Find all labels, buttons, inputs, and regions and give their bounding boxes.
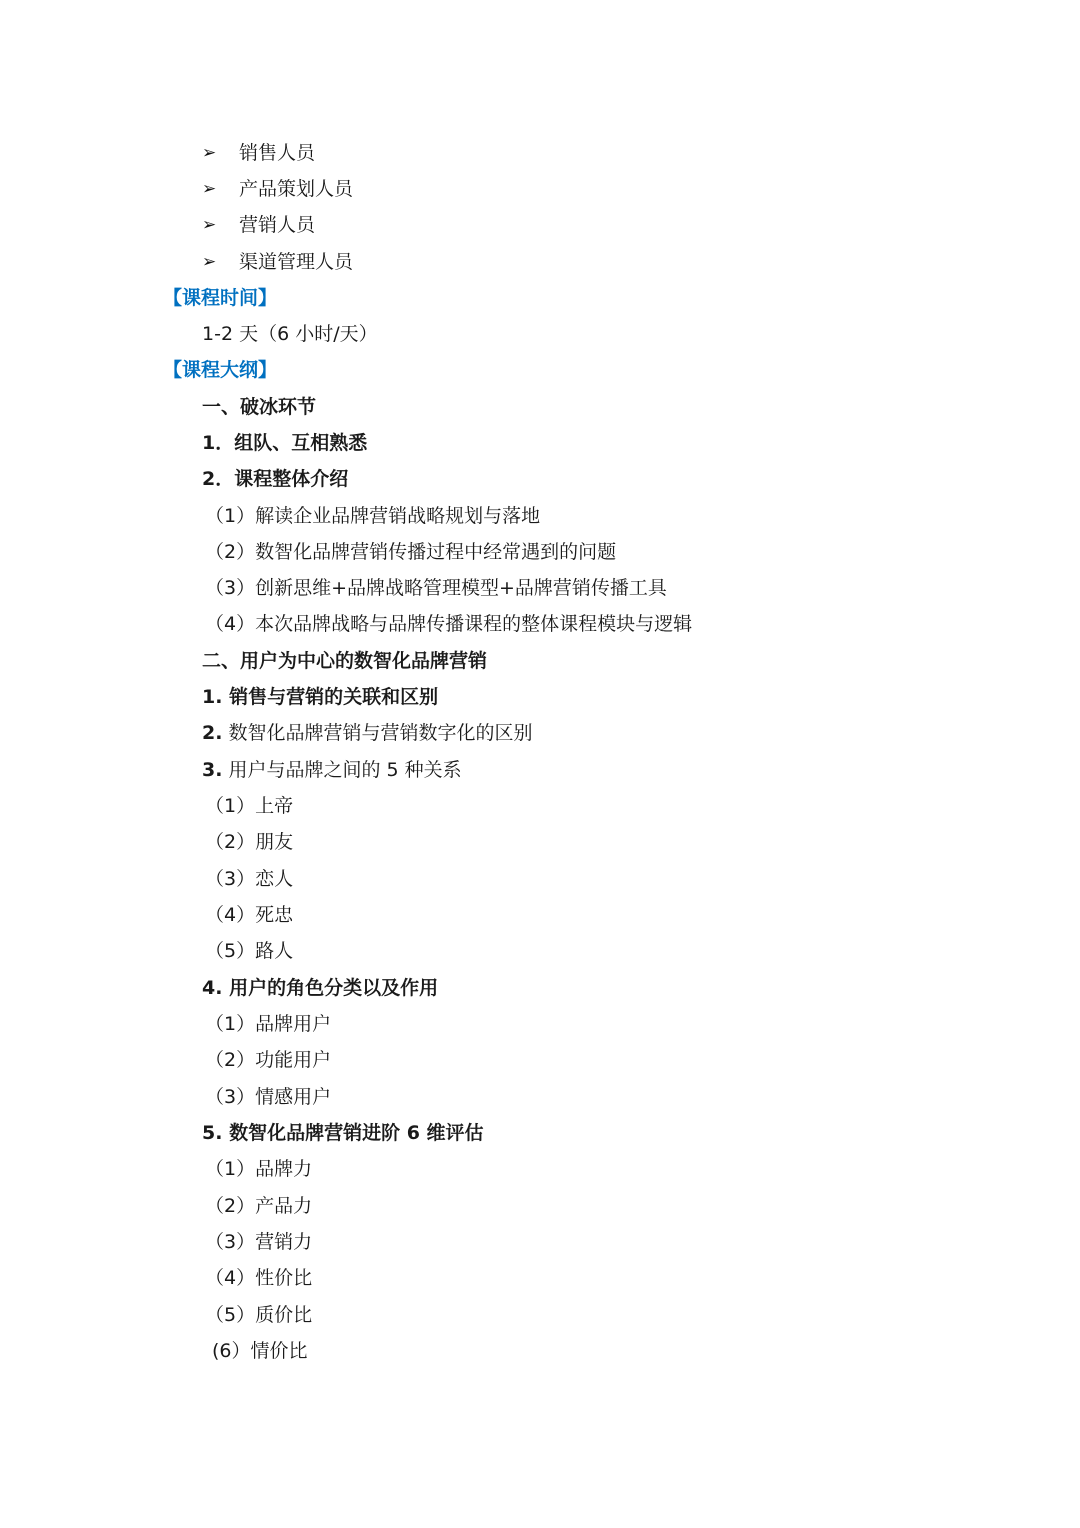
outline-point — [202, 1115, 484, 1151]
point-number: 4. — [202, 977, 223, 999]
outline-sub-item: （5）路人 — [205, 940, 294, 962]
outline-sub-item: （2）功能用户 — [205, 1049, 332, 1071]
course-time-value: 1-2 天（6 小时/天） — [202, 323, 378, 345]
arrow-bullet-icon: ➢ — [202, 179, 217, 199]
outline-point — [202, 679, 438, 715]
outline-part-title: 二、用户为中心的数智化品牌营销 — [202, 650, 488, 672]
point-number: 3. — [202, 759, 223, 781]
arrow-bullet-icon: ➢ — [202, 143, 217, 163]
point-number: 1. — [202, 686, 223, 708]
outline-point: 1．组队、互相熟悉 — [202, 432, 368, 454]
outline-sub-item: （1）解读企业品牌营销战略规划与落地 — [205, 505, 541, 527]
audience-item-text: 渠道管理人员 — [239, 251, 354, 273]
outline-point — [202, 715, 533, 751]
point-text: 数智化品牌营销进阶 6 维评估 — [229, 1122, 484, 1144]
arrow-bullet-icon: ➢ — [202, 215, 217, 235]
outline-point: 2．课程整体介绍 — [202, 468, 349, 490]
outline-part-title: 一、破冰环节 — [202, 396, 317, 418]
point-text: 数智化品牌营销与营销数字化的区别 — [228, 722, 533, 744]
outline-sub-item: （3）创新思维+品牌战略管理模型+品牌营销传播工具 — [205, 577, 667, 599]
point-number: 5. — [202, 1122, 223, 1144]
outline-sub-item: （1）品牌力 — [205, 1158, 313, 1180]
course-outline-heading: 【课程大纲】 — [163, 359, 278, 381]
point-text: 销售与营销的关联和区别 — [229, 686, 439, 708]
outline-sub-item: （2）数智化品牌营销传播过程中经常遇到的问题 — [205, 541, 617, 563]
outline-point — [202, 970, 438, 1006]
arrow-bullet-icon: ➢ — [202, 252, 217, 272]
outline-sub-item: （4）本次品牌战略与品牌传播课程的整体课程模块与逻辑 — [205, 613, 693, 635]
audience-item-text: 产品策划人员 — [239, 178, 354, 200]
outline-point — [202, 752, 462, 788]
outline-sub-item: （3）营销力 — [205, 1231, 313, 1253]
outline-sub-item: （5）质价比 — [205, 1304, 313, 1326]
point-text: 用户与品牌之间的 5 种关系 — [228, 759, 462, 781]
audience-item-text: 销售人员 — [239, 142, 316, 164]
outline-sub-item: （2）朋友 — [205, 831, 294, 853]
outline-sub-item: （2）产品力 — [205, 1195, 313, 1217]
outline-sub-item: （1）品牌用户 — [205, 1013, 332, 1035]
course-time-heading: 【课程时间】 — [163, 287, 278, 309]
audience-item-text: 营销人员 — [239, 214, 316, 236]
outline-sub-item: （3）情感用户 — [205, 1086, 332, 1108]
outline-sub-item: （4）性价比 — [205, 1267, 313, 1289]
point-text: 用户的角色分类以及作用 — [229, 977, 439, 999]
point-number: 2. — [202, 722, 223, 744]
outline-sub-item: (6）情价比 — [212, 1340, 308, 1362]
outline-sub-item: （1）上帝 — [205, 795, 294, 817]
outline-sub-item: （3）恋人 — [205, 868, 294, 890]
outline-sub-item: （4）死忠 — [205, 904, 294, 926]
